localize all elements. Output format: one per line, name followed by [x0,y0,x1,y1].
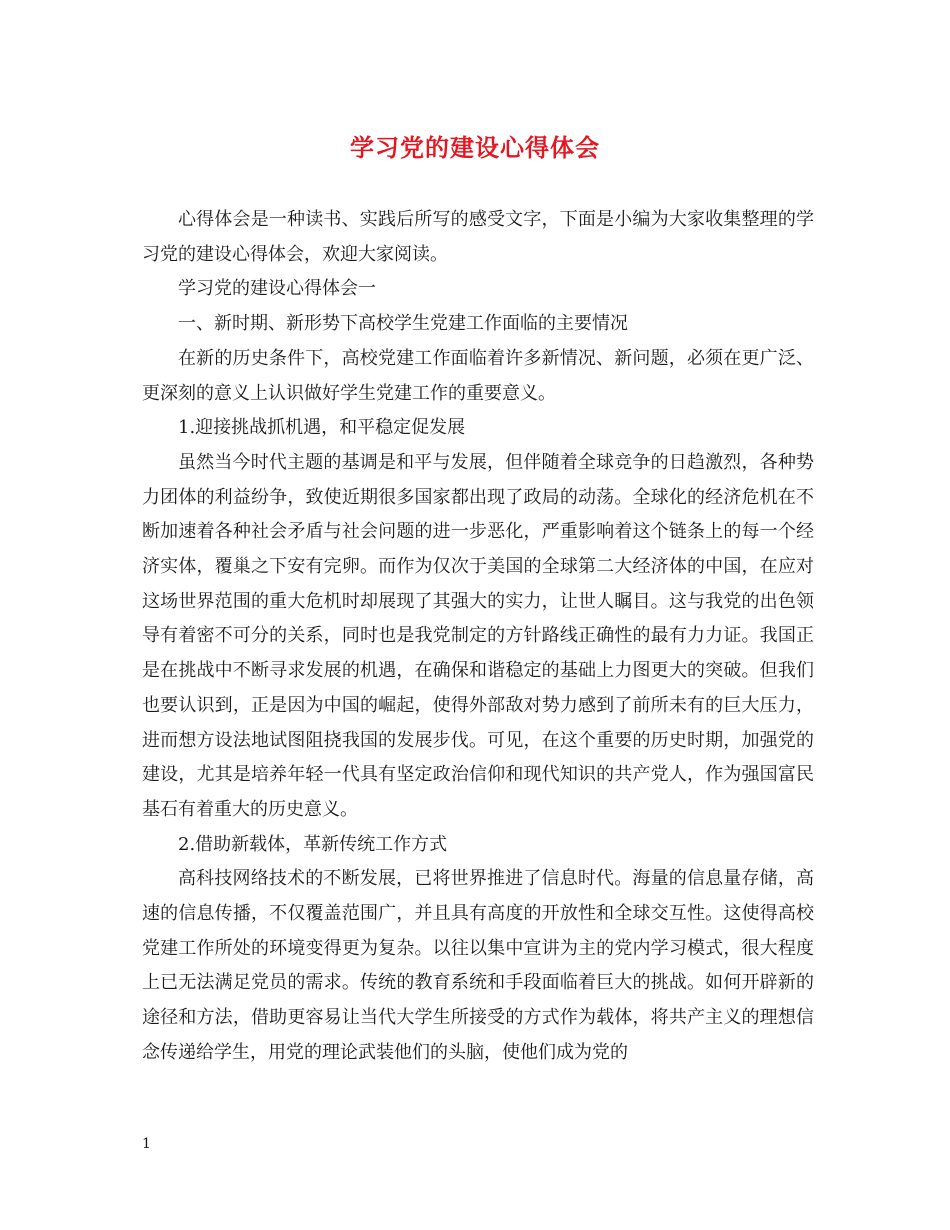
paragraph-point-2: 高科技网络技术的不断发展，已将世界推进了信息时代。海量的信息量存储，高速的信息传播，不仅覆盖范围广，并且具有高度的开放性和全球交互性。这使得高校党建工作所处的环境变得更为复杂。以往以集中宣讲为主的党内学习模式，很大程度上已无法满足党员的需求。传统的教育系统和手段面临着巨大的挑战。如何开辟新的途径和方法，借助更容易让当代大学生所接受的方式作为载体，将共产主义的理想信念传递给学生，用党的理论武装他们的头脑，使他们成为党的 [142,868,814,1063]
page-number: 1 [142,1136,151,1152]
section-heading: 学习党的建设心得体会一 [178,278,376,300]
document-title: 学习党的建设心得体会 [350,133,600,162]
point-heading-1: 1.迎接挑战抓机遇，和平稳定促发展 [178,417,466,439]
paragraph-point-1: 虽然当今时代主题的基调是和平与发展，但伴随着全球竞争的日趋激烈，各种势力团体的利益纷争，致使近期很多国家都出现了政局的动荡。全球化的经济危机在不断加速着各种社会矛盾与社会问题的进一步恶化，严重影响着这个链条上的每一个经济实体，覆巢之下安有完卵。而作为仅次于美国的全球第二大经济体的中国，在应对这场世界范围的重大危机时却展现了其强大的实力，让世人瞩目。这与我党的出色领导有着密不可分的关系，同时也是我党制定的方针路线正确性的最有力力证。我国正是在挑战中不断寻求发展的机遇，在确保和谐稳定的基础上力图更大的突破。但我们也要认识到，正是因为中国的崛起，使得外部敌对势力感到了前所未有的巨大压力，进而想方设法地试图阻挠我国的发展步伐。可见，在这个重要的历史时期，加强党的建设，尤其是培养年轻一代具有坚定政治信仰和现代知识的共产党人，作为强国富民基石有着重大的历史意义。 [142,451,814,820]
paragraph-intro: 心得体会是一种读书、实践后所写的感受文字，下面是小编为大家收集整理的学习党的建设心得体会，欢迎大家阅读。 [142,209,814,265]
subsection-heading: 一、新时期、新形势下高校学生党建工作面临的主要情况 [178,313,628,335]
paragraph-context: 在新的历史条件下，高校党建工作面临着许多新情况、新问题，必须在更广泛、更深刻的意义上认识做好学生党建工作的重要意义。 [142,347,814,404]
document-body [142,203,814,1071]
point-heading-2: 2.借助新载体，革新传统工作方式 [178,833,448,855]
